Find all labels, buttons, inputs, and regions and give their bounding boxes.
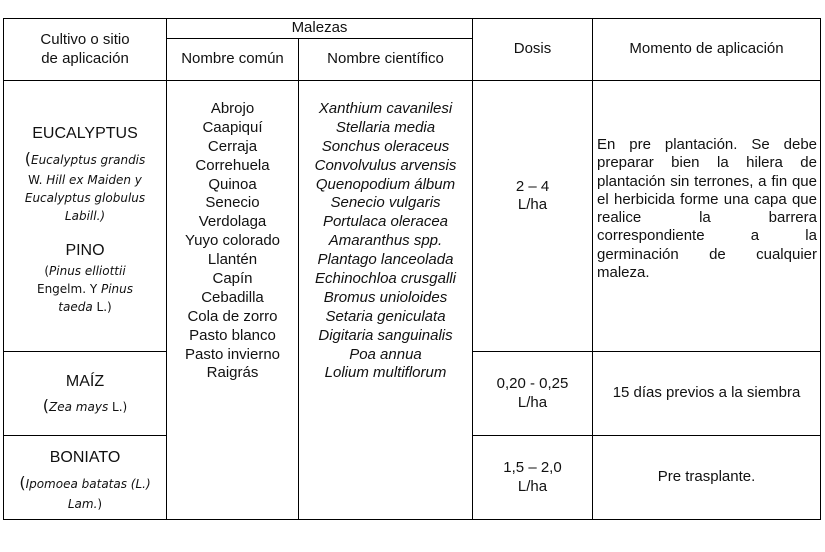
header-momento-label: Momento de aplicación bbox=[629, 40, 784, 58]
weed-scientific: Sonchus oleraceus bbox=[321, 137, 450, 155]
weed-scientific: Echinochloa crusgalli bbox=[315, 270, 456, 288]
header-malezas bbox=[167, 19, 472, 38]
weed-common: Cola de zorro bbox=[187, 307, 278, 325]
header-nombre-comun-label: Nombre común bbox=[181, 50, 284, 68]
weed-scientific: Digitaria sanguinalis bbox=[318, 326, 453, 344]
weed-common: Raigrás bbox=[206, 364, 259, 382]
crop-eucalyptus-name: EUCALYPTUS bbox=[32, 124, 138, 142]
dose-maiz bbox=[473, 352, 592, 435]
timing-boniato bbox=[593, 436, 820, 519]
crop-boniato-name: BONIATO bbox=[49, 448, 121, 466]
weed-scientific: Lolium multiflorum bbox=[324, 364, 447, 382]
header-dosis bbox=[473, 19, 592, 80]
timing-maiz-text: 15 días previos a la siembra bbox=[612, 384, 801, 402]
weed-common: Cerraja bbox=[207, 137, 258, 155]
crop-eucalyptus-sci: (Eucalyptus grandis W. Hill ex Maiden y Eucalyptus globulus Labill.) bbox=[24, 148, 146, 223]
weeds-scientific-list bbox=[299, 100, 472, 400]
weeds-common-list bbox=[167, 100, 298, 400]
weed-scientific: Quenopodium álbum bbox=[315, 175, 456, 193]
timing-boniato-text: Pre trasplante. bbox=[657, 468, 756, 486]
header-nombre-cientifico-label: Nombre científico bbox=[327, 50, 444, 68]
weed-common: Capín bbox=[212, 270, 253, 288]
weed-scientific: Poa annua bbox=[349, 345, 422, 363]
timing-maiz bbox=[593, 352, 820, 435]
weed-common: Correhuela bbox=[195, 156, 270, 174]
weed-common: Caapiquí bbox=[202, 118, 263, 136]
weed-common: Pasto invierno bbox=[184, 345, 281, 363]
dose-boniato-unit: L/ha bbox=[517, 477, 548, 495]
dose-forestal-unit: L/ha bbox=[517, 196, 548, 213]
dose-maiz-unit: L/ha bbox=[517, 393, 548, 411]
weed-common: Quinoa bbox=[208, 175, 257, 193]
weed-scientific: Convolvulus arvensis bbox=[314, 156, 457, 174]
weed-common: Yuyo colorado bbox=[184, 232, 281, 250]
header-malezas-label: Malezas bbox=[291, 19, 348, 37]
weed-scientific: Portulaca oleracea bbox=[322, 213, 449, 231]
crop-cell-boniato bbox=[4, 436, 166, 519]
dose-forestal bbox=[473, 81, 592, 311]
weed-scientific: Setaria geniculata bbox=[325, 307, 446, 325]
header-cultivo-line2: de aplicación bbox=[41, 49, 129, 67]
weed-scientific: Plantago lanceolada bbox=[317, 251, 454, 269]
crop-boniato-sci: (Ipomoea batatas (L.) Lam.) bbox=[19, 473, 151, 512]
dose-boniato bbox=[473, 436, 592, 519]
header-cultivo-line1: Cultivo o sitio bbox=[40, 31, 130, 49]
header-dosis-label: Dosis bbox=[513, 40, 552, 58]
crop-maiz-sci: (Zea mays L.) bbox=[42, 395, 128, 415]
weed-scientific: Amaranthus spp. bbox=[328, 232, 443, 250]
header-momento bbox=[593, 19, 820, 80]
weed-scientific: Stellaria media bbox=[335, 118, 436, 136]
weed-common: Verdolaga bbox=[198, 213, 267, 231]
weed-common: Llantén bbox=[207, 251, 258, 269]
dose-boniato-value: 1,5 – 2,0 bbox=[503, 459, 562, 477]
weed-common: Pasto blanco bbox=[189, 326, 276, 344]
header-nombre-cientifico bbox=[299, 39, 472, 80]
crop-cell-maiz bbox=[4, 352, 166, 435]
dose-forestal-value: 2 – 4 bbox=[515, 177, 550, 195]
crop-cell-forestal bbox=[4, 81, 166, 351]
header-nombre-comun bbox=[167, 39, 298, 80]
weed-scientific: Xanthium cavanilesi bbox=[318, 100, 453, 117]
dose-maiz-value: 0,20 - 0,25 bbox=[496, 375, 569, 393]
header-cultivo bbox=[4, 19, 166, 80]
weed-common: Abrojo bbox=[210, 100, 255, 117]
weed-scientific: Bromus unioloides bbox=[323, 288, 448, 306]
timing-forestal bbox=[597, 136, 817, 316]
weed-scientific: Senecio vulgaris bbox=[330, 194, 441, 212]
timing-forestal-text: En pre plantación. Se debe preparar bien la hilera de plantación sin terrones, a fin que el herbicida forme una capa que realice la barrera correspondiente a la germinación de cualquier maleza. bbox=[597, 136, 817, 282]
weed-common: Senecio bbox=[205, 194, 260, 212]
crop-pino-name: PINO bbox=[65, 241, 105, 259]
crop-maiz-name: MAÍZ bbox=[65, 372, 105, 390]
weed-common: Cebadilla bbox=[201, 288, 264, 306]
crop-pino-sci: (Pinus elliottii Engelm. Y Pinus taeda L.) bbox=[36, 264, 134, 315]
